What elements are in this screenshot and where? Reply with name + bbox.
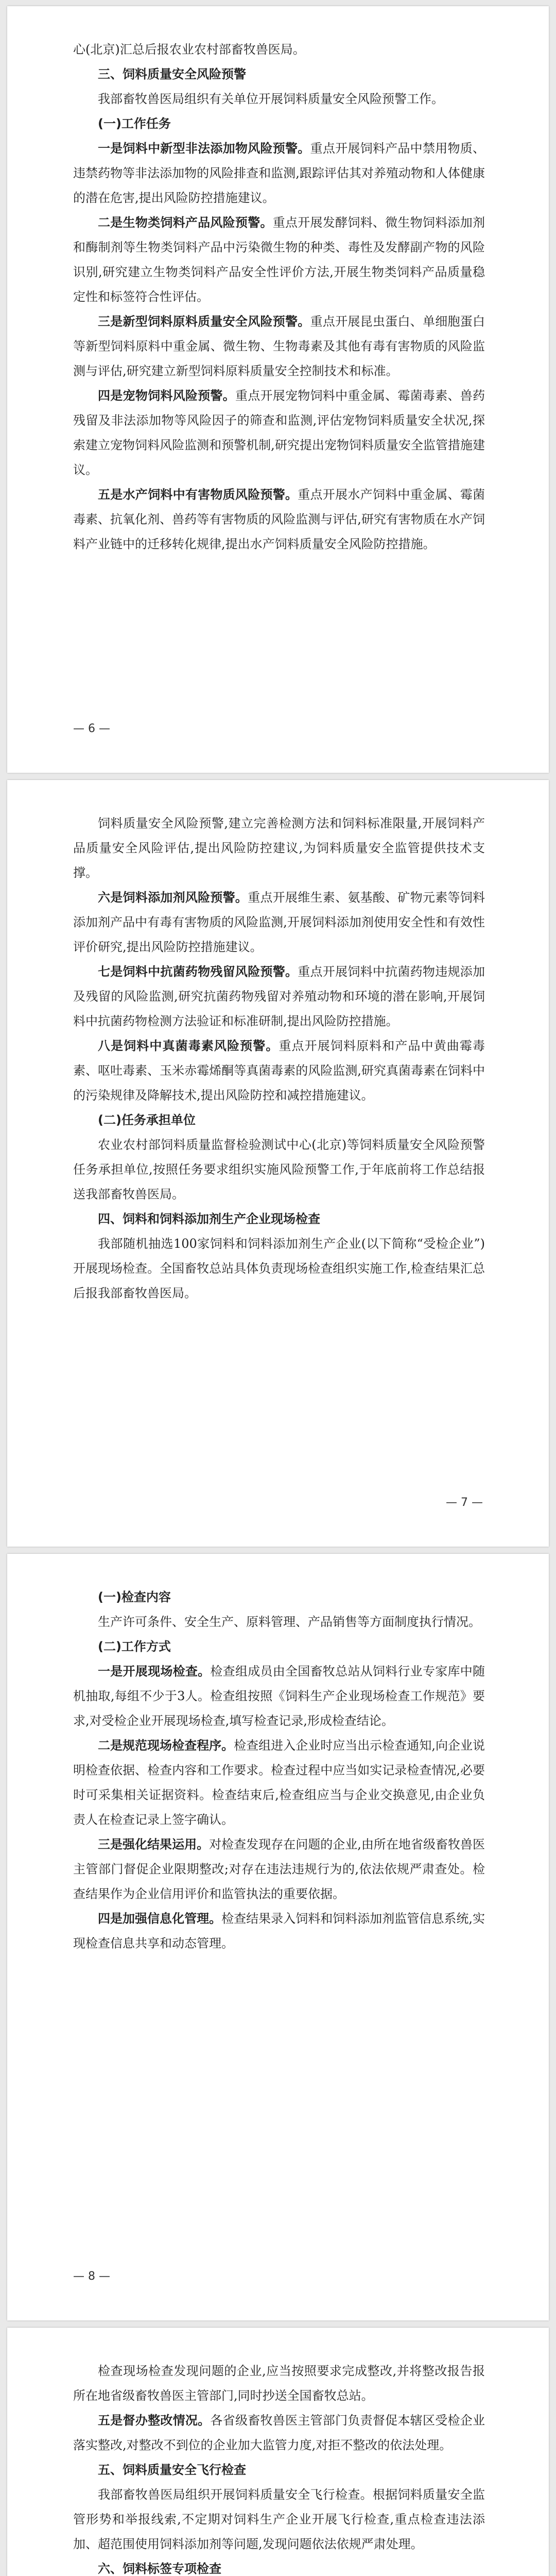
paragraph bbox=[73, 1659, 485, 1733]
section-heading: 五、饲料质量安全飞行检查 bbox=[98, 2463, 246, 2477]
paragraph-lead: 二是规范现场检查程序。 bbox=[98, 1738, 234, 1753]
page-number: — 7 — bbox=[446, 1496, 483, 1509]
paragraph bbox=[73, 1033, 485, 1108]
paragraph-text: 检查结果录入饲料和饲料添加剂监管信息系统,实现检查信息共享和动态管理。 bbox=[73, 1911, 485, 1951]
paragraph-text: 重点开展维生素、氨基酸、矿物元素等饲料添加剂产品中有毒有害物质的风险监测,开展饲料添加剂使用安全性和有效性评价研究,提出风险防控措施建议。 bbox=[73, 890, 485, 954]
paragraph-text: 各省级畜牧兽医主管部门负责督促本辖区受检企业落实整改,对整改不到位的企业加大监管力度,对拒不整改的依法处理。 bbox=[73, 2413, 485, 2452]
document-page-6 bbox=[7, 6, 549, 773]
paragraph bbox=[73, 2359, 485, 2408]
paragraph bbox=[73, 383, 485, 482]
paragraph-text: 生产许可条件、安全生产、原料管理、产品销售等方面制度执行情况。 bbox=[98, 1615, 481, 1629]
page-number: — 6 — bbox=[73, 722, 110, 735]
paragraph bbox=[73, 1609, 485, 1634]
paragraph-text: 农业农村部饲料质量监督检验测试中心(北京)等饲料质量安全风险预警任务承担单位,按照任务要求组织实施风险预警工作,于年底前将工作总结报送我部畜牧兽医局。 bbox=[73, 1138, 485, 1201]
paragraph bbox=[73, 959, 485, 1033]
paragraph-text: 检查组成员由全国畜牧总站从饲料行业专家库中随机抽取,每组不少于3人。检查组按照《饲料生产企业现场检查工作规范》要求,对受检企业开展现场检查,填写检查记录,形成检查结论。 bbox=[73, 1664, 485, 1728]
paragraph bbox=[73, 1906, 485, 1956]
paragraph: 心(北京)汇总后报农业农村部畜牧兽医局。 bbox=[73, 42, 305, 57]
paragraph bbox=[73, 2482, 485, 2556]
paragraph-lead: 五是水产饲料中有害物质风险预警。 bbox=[98, 487, 298, 502]
paragraph bbox=[73, 1832, 485, 1906]
sub-heading: (二)工作方式 bbox=[98, 1639, 171, 1654]
paragraph-text: 饲料质量安全风险预警,建立完善检测方法和饲料标准限量,开展饲料产品质量安全风险评估,提出风险防控建议,为饲料质量安全监管提供技术支撑。 bbox=[73, 816, 485, 880]
document-page-9 bbox=[7, 2328, 549, 2576]
paragraph bbox=[73, 210, 485, 309]
document-page-8 bbox=[7, 1554, 549, 2320]
paragraph bbox=[73, 1733, 485, 1832]
paragraph-lead: 三是强化结果运用。 bbox=[98, 1837, 210, 1852]
paragraph-text: 我部畜牧兽医局组织开展饲料质量安全飞行检查。根据饲料质量安全监管形势和举报线索,不定期对饲料生产企业开展飞行检查,重点检查违法添加、超范围使用饲料添加剂等问题,发现问题依法依规严肃处理。 bbox=[73, 2487, 485, 2551]
paragraph-lead: 二是生物类饲料产品风险预警。 bbox=[98, 215, 273, 230]
paragraph bbox=[73, 1231, 485, 1306]
sub-heading: (二)任务承担单位 bbox=[98, 1113, 196, 1127]
section-heading: 三、饲料质量安全风险预警 bbox=[98, 67, 246, 81]
paragraph-text: 检查组进入企业时应当出示检查通知,向企业说明检查依据、检查内容和工作要求。检查过程中应当如实记录检查情况,必要时可采集相关证据资料。检查结束后,检查组应当与企业交换意见,由企业负责人在检查记录上签字确认。 bbox=[73, 1738, 485, 1827]
paragraph bbox=[73, 1132, 485, 1207]
paragraph-text: 检查现场检查发现问题的企业,应当按照要求完成整改,并将整改报告报所在地省级畜牧兽医主管部门,同时抄送全国畜牧总站。 bbox=[73, 2364, 485, 2403]
paragraph bbox=[73, 885, 485, 959]
section-heading: 四、饲料和饲料添加剂生产企业现场检查 bbox=[98, 1212, 320, 1226]
paragraph bbox=[73, 482, 485, 556]
document-page-7 bbox=[7, 780, 549, 1547]
paragraph-text: 对检查发现存在问题的企业,由所在地省级畜牧兽医主管部门督促企业限期整改;对存在违法违规行为的,依法依规严肃查处。检查结果作为企业信用评价和监管执法的重要依据。 bbox=[73, 1837, 485, 1901]
paragraph-text: 我部随机抽选100家饲料和饲料添加剂生产企业(以下简称“受检企业”)开展现场检查。全国畜牧总站具体负责现场检查组织实施工作,检查结果汇总后报我部畜牧兽医局。 bbox=[73, 1236, 485, 1300]
paragraph-lead: 一是饲料中新型非法添加物风险预警。 bbox=[98, 141, 310, 156]
paragraph-lead: 七是饲料中抗菌药物残留风险预警。 bbox=[98, 964, 298, 979]
paragraph-lead: 三是新型饲料原料质量安全风险预警。 bbox=[98, 314, 310, 329]
paragraph-text: 重点开展发酵饲料、微生物饲料添加剂和酶制剂等生物类饲料产品中污染微生物的种类、毒性及发酵副产物的风险识别,研究建立生物类饲料产品安全性评价方法,开展生物类饲料产品质量稳定性和标签符合性评估。 bbox=[73, 215, 485, 304]
paragraph-lead: 八是饲料中真菌毒素风险预警。 bbox=[98, 1039, 279, 1053]
paragraph-lead: 一是开展现场检查。 bbox=[98, 1664, 211, 1679]
paragraph-text: 重点开展饲料中抗菌药物违规添加及残留的风险监测,研究抗菌药物残留对养殖动物和环境的潜在影响,开展饲料中抗菌药物检测方法验证和标准研制,提出风险防控措施。 bbox=[73, 964, 485, 1028]
page-number: — 8 — bbox=[73, 2270, 110, 2283]
paragraph-text: 重点开展昆虫蛋白、单细胞蛋白等新型饲料原料中重金属、微生物、生物毒素及其他有毒有害物质的风险监测与评估,研究建立新型饲料原料质量安全控制技术和标准。 bbox=[73, 314, 485, 378]
sub-heading: (一)检查内容 bbox=[98, 1590, 171, 1604]
paragraph-lead: 四是宠物饲料风险预警。 bbox=[98, 388, 235, 403]
paragraph: 我部畜牧兽医局组织有关单位开展饲料质量安全风险预警工作。 bbox=[98, 92, 444, 106]
paragraph-lead: 五是督办整改情况。 bbox=[98, 2413, 211, 2428]
paragraph-lead: 四是加强信息化管理。 bbox=[98, 1911, 222, 1926]
paragraph bbox=[73, 811, 485, 885]
sub-heading: (一)工作任务 bbox=[98, 116, 171, 131]
paragraph-text: 重点开展饲料原料和产品中黄曲霉毒素、呕吐毒素、玉米赤霉烯酮等真菌毒素的风险监测,研究真菌毒素在饲料中的污染规律及降解技术,提出风险防控和减控措施建议。 bbox=[73, 1039, 485, 1103]
paragraph bbox=[73, 2408, 485, 2458]
paragraph bbox=[73, 309, 485, 383]
paragraph-text: 重点开展宠物饲料中重金属、霉菌毒素、兽药残留及非法添加物等风险因子的筛查和监测,评估宠物饲料质量安全状况,探索建立宠物饲料风险监测和预警机制,研究提出宠物饲料质量安全监管措施建议。 bbox=[73, 388, 485, 477]
paragraph-text: 重点开展水产饲料中重金属、霉菌毒素、抗氧化剂、兽药等有害物质的风险监测与评估,研究有害物质在水产饲料产业链中的迁移转化规律,提出水产饲料质量安全风险防控措施。 bbox=[73, 487, 485, 551]
section-heading: 六、饲料标签专项检查 bbox=[98, 2562, 221, 2576]
paragraph-text: 重点开展饲料产品中禁用物质、违禁药物等非法添加物的风险排查和监测,跟踪评估其对养殖动物和人体健康的潜在危害,提出风险防控措施建议。 bbox=[73, 141, 485, 205]
paragraph bbox=[73, 136, 485, 210]
paragraph-lead: 六是饲料添加剂风险预警。 bbox=[98, 890, 248, 905]
